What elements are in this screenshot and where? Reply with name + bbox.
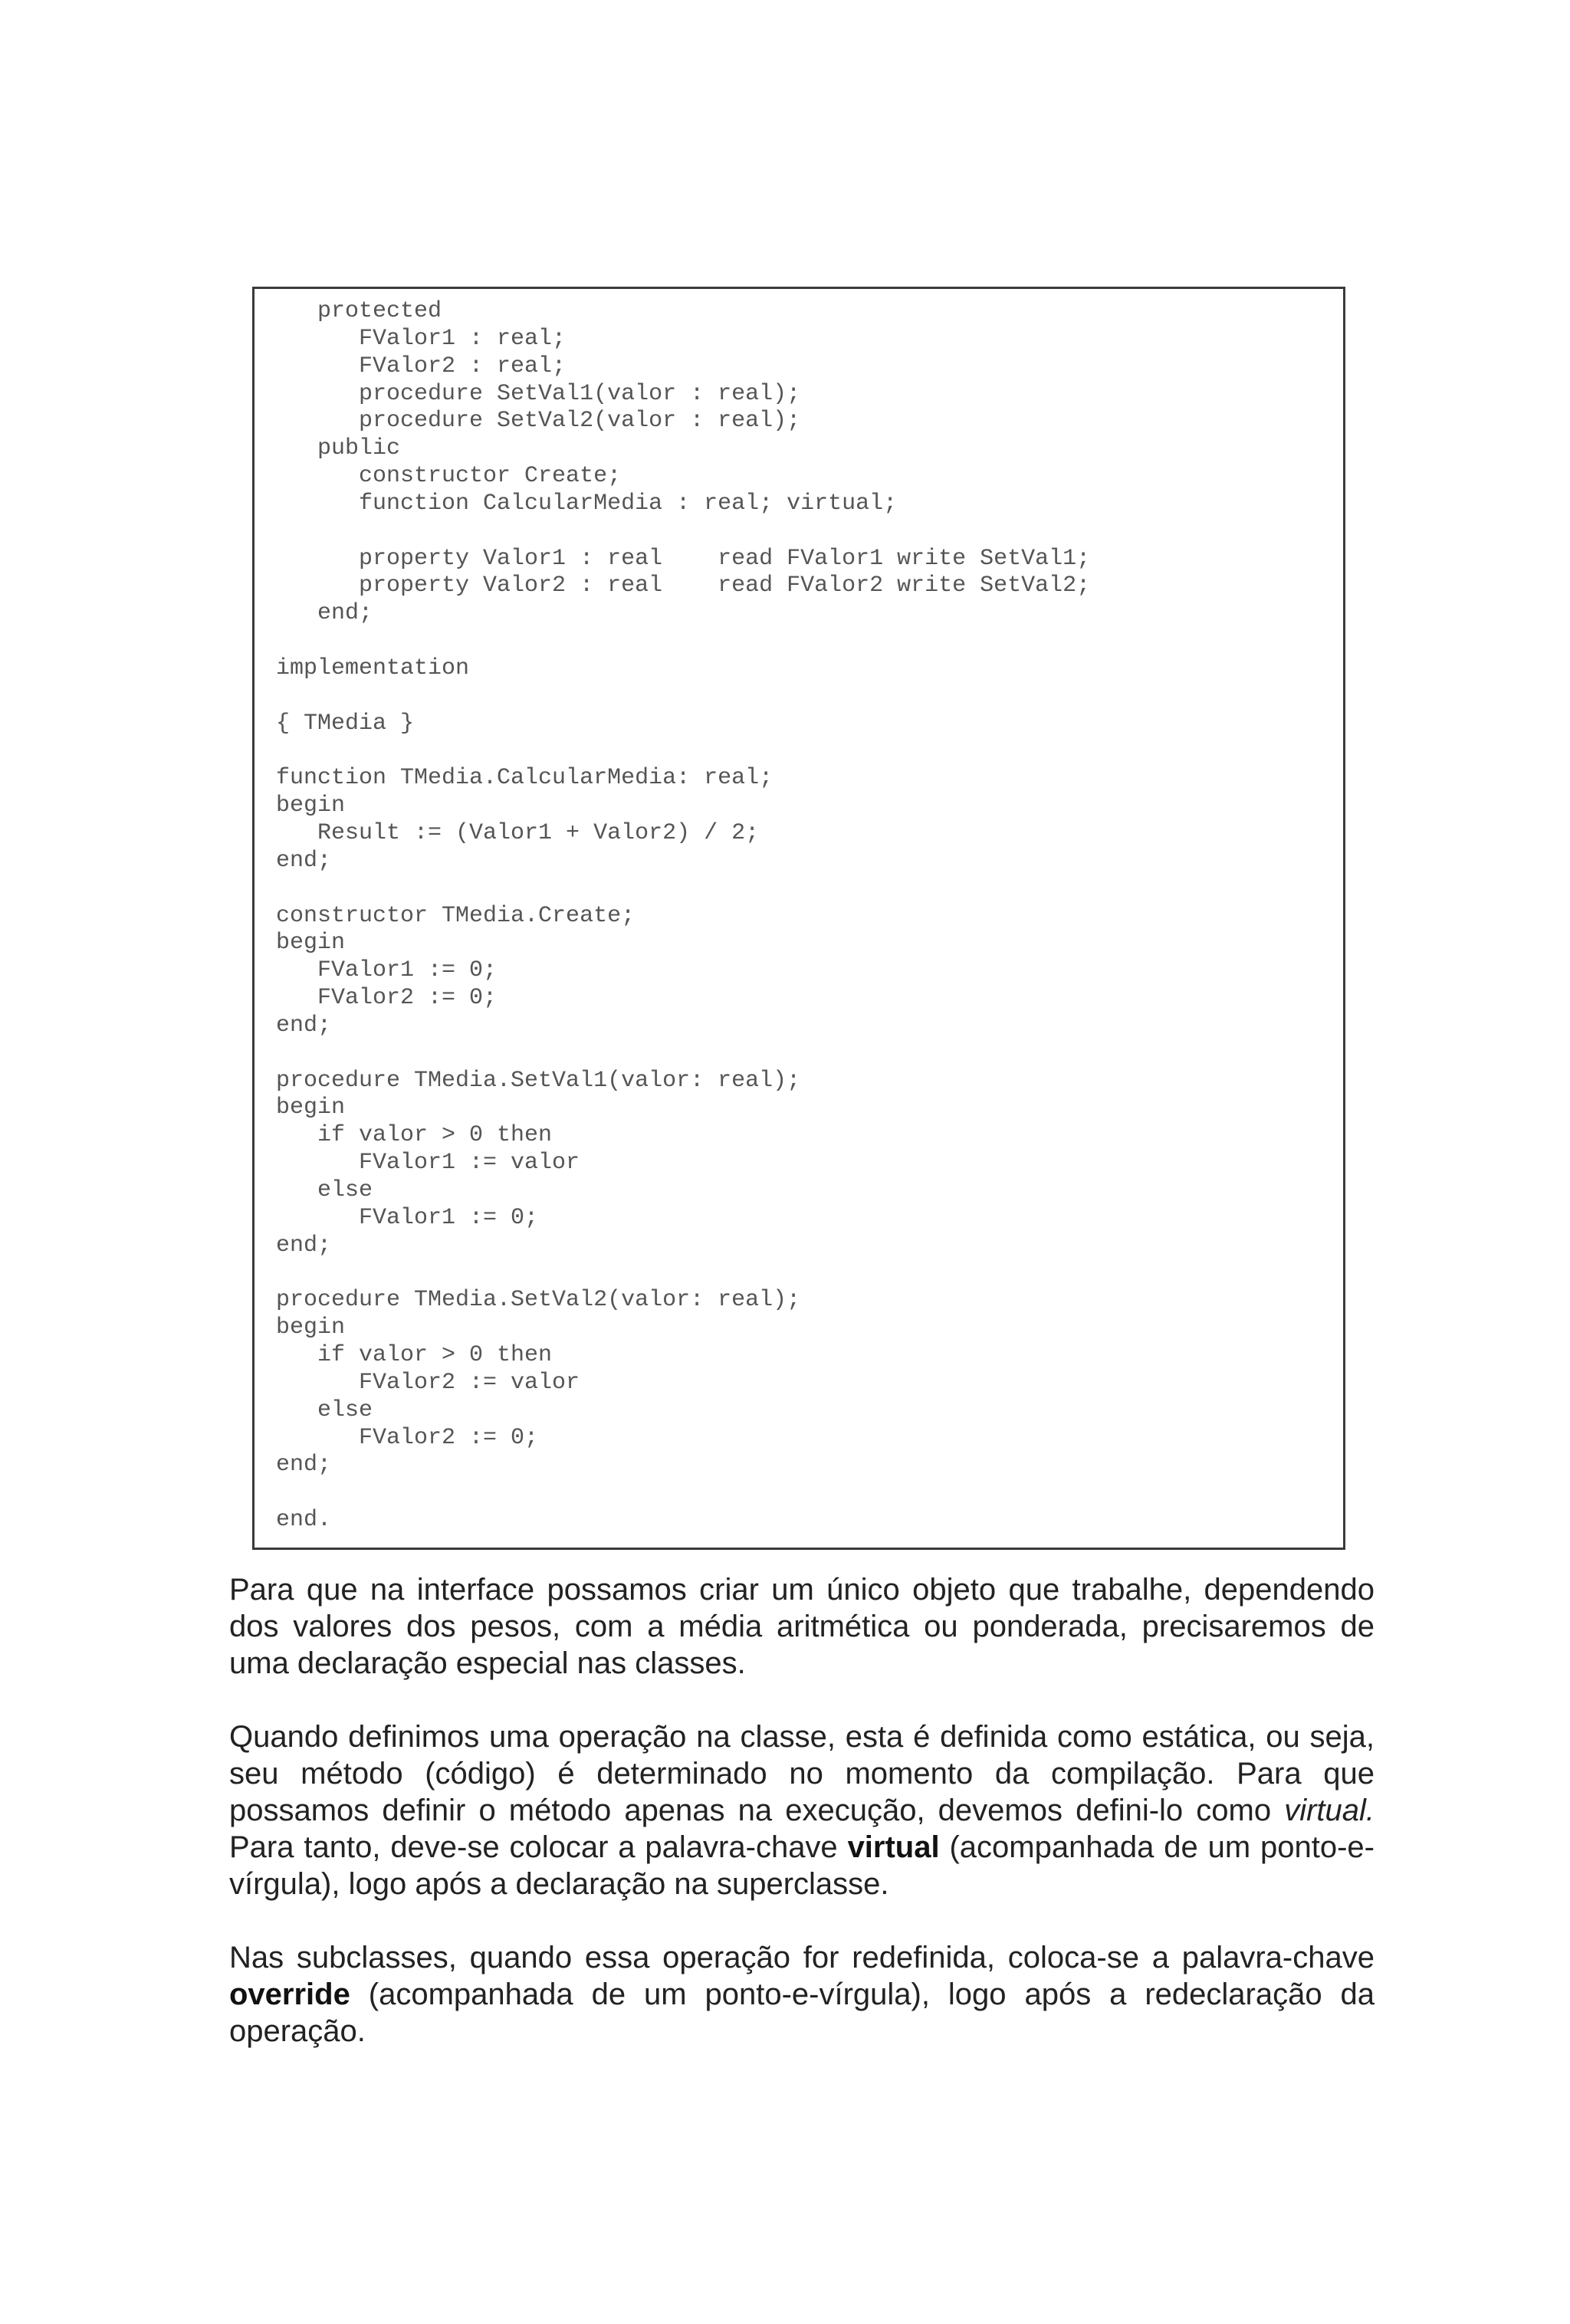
code-line: FValor2 := 0; xyxy=(276,985,498,1012)
code-line: if valor > 0 then xyxy=(276,1122,553,1149)
code-listing xyxy=(276,298,1090,1535)
code-line: procedure SetVal1(valor : real); xyxy=(276,380,801,407)
code-line: FValor1 : real; xyxy=(276,325,567,352)
code-line xyxy=(276,1479,1090,1507)
code-line: end. xyxy=(276,1507,332,1534)
code-line: end; xyxy=(276,1232,332,1259)
code-line xyxy=(276,518,1090,546)
code-line: property Valor1 : real read FValor1 write SetVal1; xyxy=(276,545,1091,572)
paragraph-2-text-c: (acompanhada de um ponto-e-vírgula), logo após a declaração na superclasse. xyxy=(229,1830,1375,1901)
code-line: FValor2 : real; xyxy=(276,353,567,379)
code-line xyxy=(276,875,1090,903)
code-line: { TMedia } xyxy=(276,710,415,737)
code-line: FValor2 := valor xyxy=(276,1369,580,1396)
code-line: begin xyxy=(276,1315,346,1341)
paragraph-3-text-a: Nas subclasses, quando essa operação for redefinida, coloca-se a palavra-chave xyxy=(229,1941,1375,1974)
code-line xyxy=(276,683,1090,711)
paragraph-2-italic-virtual: virtual. xyxy=(1284,1794,1375,1827)
code-line: procedure TMedia.SetVal2(valor: real); xyxy=(276,1287,801,1314)
code-line: protected xyxy=(276,298,442,324)
code-line: function TMedia.CalcularMedia: real; xyxy=(276,765,774,792)
code-line: procedure TMedia.SetVal1(valor: real); xyxy=(276,1067,801,1094)
code-line: begin xyxy=(276,1095,346,1121)
code-line: else xyxy=(276,1177,373,1203)
code-line xyxy=(276,628,1090,655)
code-line: implementation xyxy=(276,655,470,681)
code-line: end; xyxy=(276,1012,332,1039)
code-line: end; xyxy=(276,600,373,627)
code-listing-box xyxy=(252,287,1345,1550)
code-line: property Valor2 : real read FValor2 write SetVal2; xyxy=(276,573,1091,599)
paragraph-2 xyxy=(229,1718,1375,1902)
paragraph-3-text-b: (acompanhada de um ponto-e-vírgula), logo após a redeclaração da operação. xyxy=(229,1978,1375,2048)
code-line: begin xyxy=(276,930,346,957)
code-line: constructor TMedia.Create; xyxy=(276,902,636,929)
code-line xyxy=(276,1040,1090,1068)
paragraph-1: Para que na interface possamos criar um único objeto que trabalhe, dependendo dos valores dos pesos, com a média aritmética ou ponderada, precisaremos de uma declaração especial nas classes. xyxy=(229,1573,1375,1680)
paragraph-2-text-a: Quando definimos uma operação na classe, esta é definida como estática, ou seja, seu método (código) é determinado no momento da compilação. Para que possamos definir o método apenas na execução, devemos defini-lo como xyxy=(229,1720,1375,1827)
code-line: if valor > 0 then xyxy=(276,1342,553,1369)
code-line: end; xyxy=(276,847,332,874)
code-line: else xyxy=(276,1397,373,1423)
code-line: function CalcularMedia : real; virtual; xyxy=(276,490,898,517)
body-text xyxy=(229,1571,1375,2086)
code-line: FValor2 := 0; xyxy=(276,1424,539,1451)
code-line: end; xyxy=(276,1452,332,1479)
code-line xyxy=(276,1260,1090,1288)
code-line: constructor Create; xyxy=(276,463,622,490)
paragraph-3-keyword-override: override xyxy=(229,1978,350,2011)
paragraph-2-keyword-virtual: virtual xyxy=(847,1830,940,1864)
code-line: FValor1 := valor xyxy=(276,1150,580,1177)
code-line: FValor1 := 0; xyxy=(276,957,498,984)
code-line xyxy=(276,738,1090,766)
code-line: procedure SetVal2(valor : real); xyxy=(276,408,801,435)
code-line: FValor1 := 0; xyxy=(276,1204,539,1231)
paragraph-2-text-b: Para tanto, deve-se colocar a palavra-chave xyxy=(229,1830,848,1864)
paragraph-3 xyxy=(229,1939,1375,2050)
code-line: begin xyxy=(276,793,346,819)
code-line: public xyxy=(276,435,401,462)
code-line: Result := (Valor1 + Valor2) / 2; xyxy=(276,820,760,847)
